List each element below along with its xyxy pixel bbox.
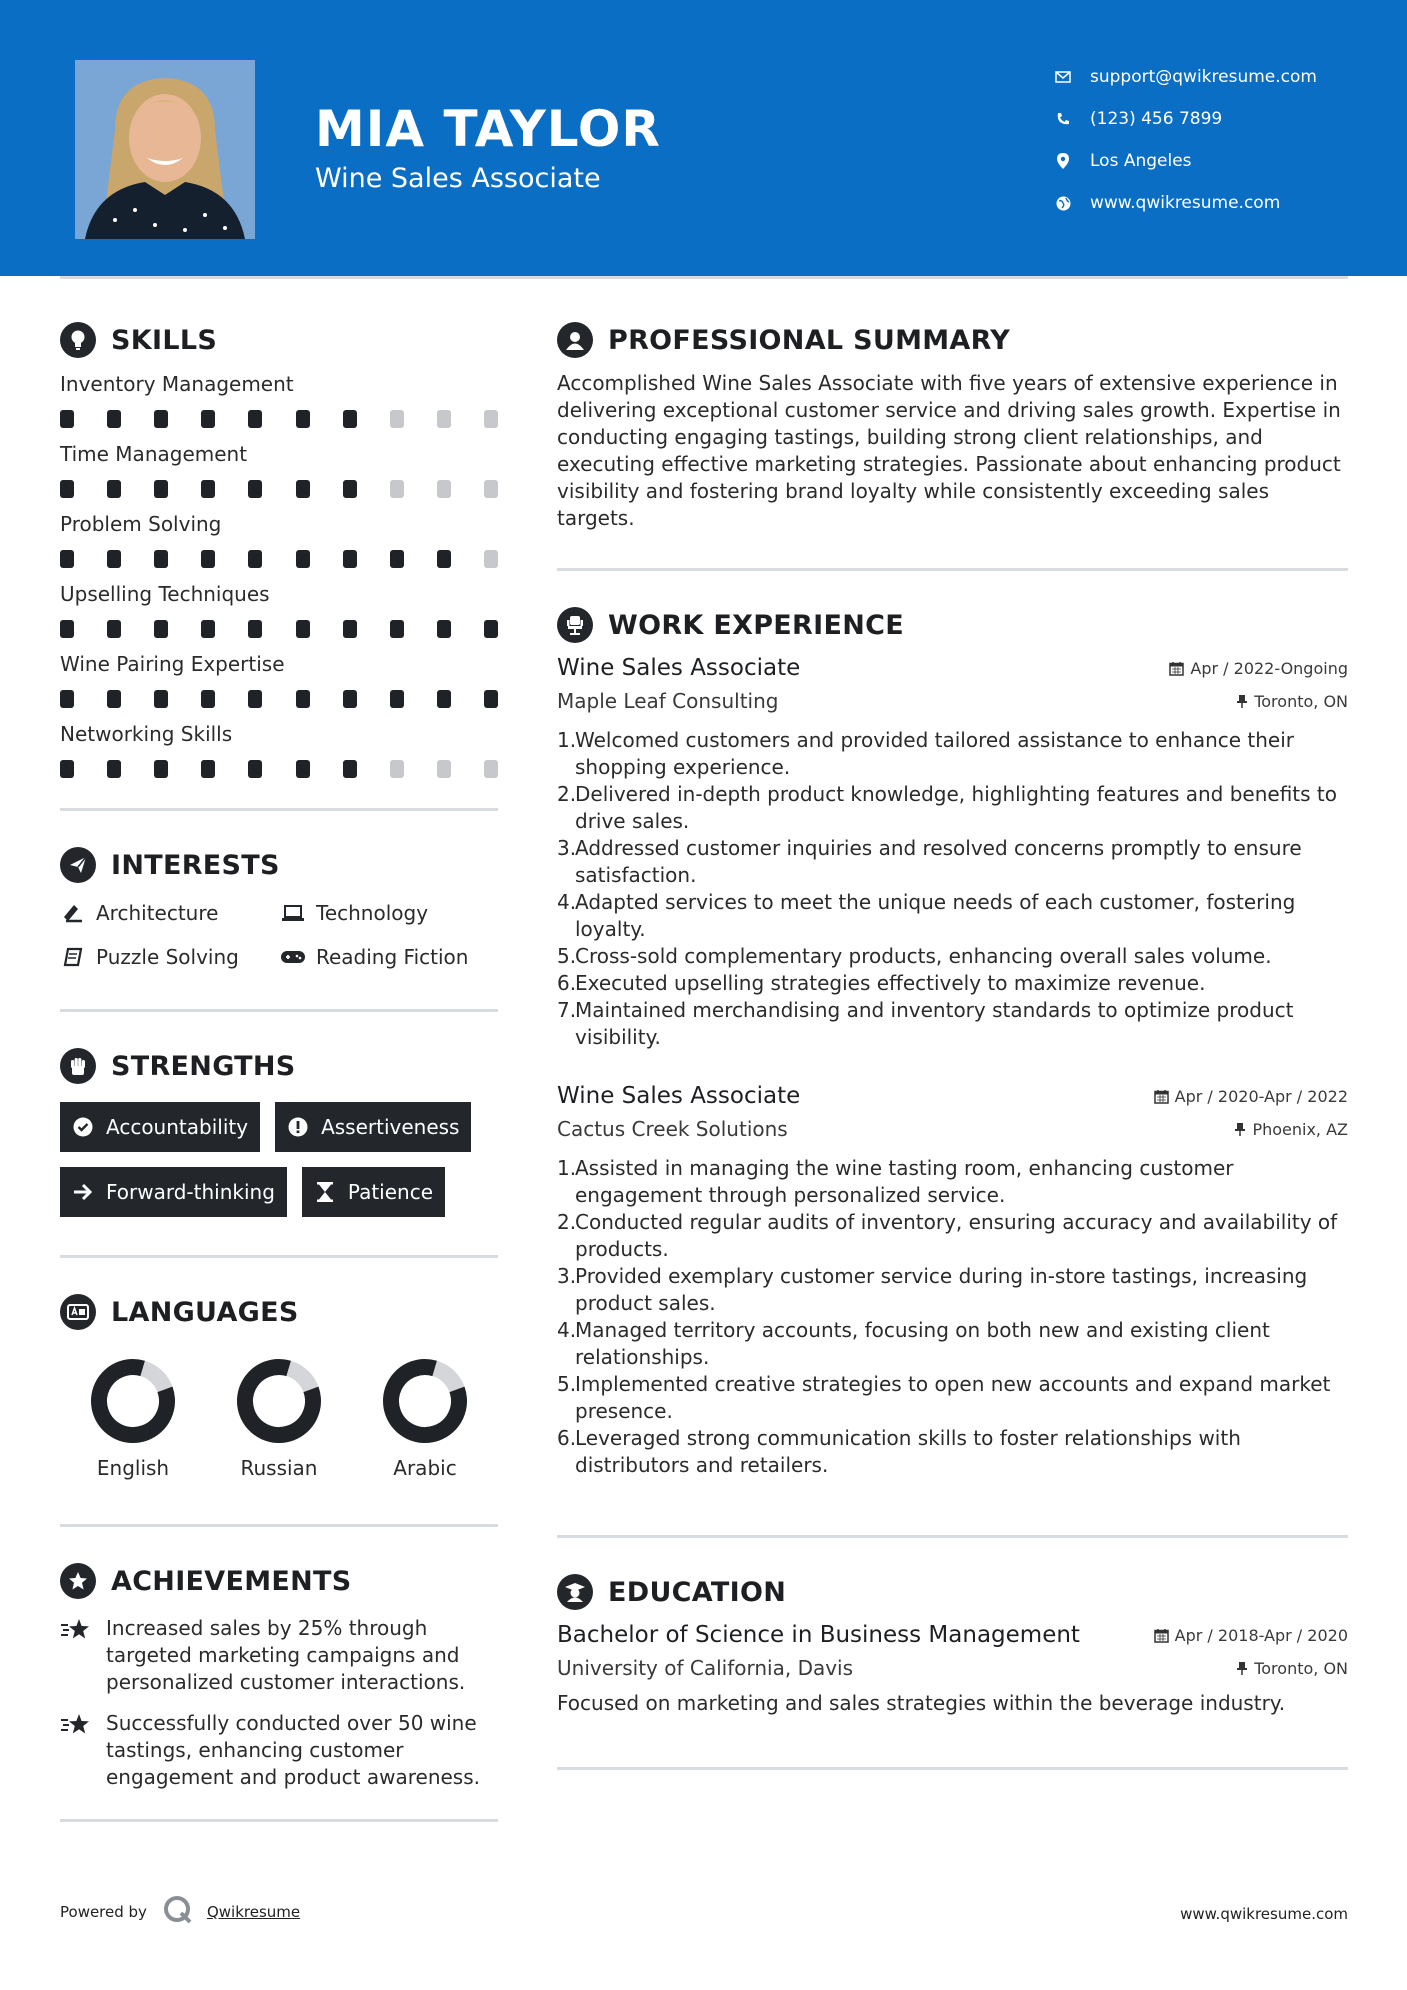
achievement-item <box>60 1710 498 1791</box>
powered-by-label: Powered by <box>60 1903 147 1921</box>
contact-website[interactable] <box>1054 182 1317 224</box>
skill-rating-dot <box>248 480 262 498</box>
raised-fist-icon <box>60 1048 96 1084</box>
contact-email-text: support@qwikresume.com <box>1090 67 1317 87</box>
job-company: Maple Leaf Consulting <box>557 689 779 713</box>
experience-title: WORK EXPERIENCE <box>608 609 904 641</box>
achievement-text: Successfully conducted over 50 wine tastings, enhancing customer engagement and product awareness. <box>106 1711 480 1789</box>
skill-rating-dot <box>248 760 262 778</box>
book-icon <box>60 947 86 967</box>
contact-list <box>1054 56 1317 224</box>
skill-rating-dot <box>390 760 404 778</box>
phone-icon <box>1054 110 1072 128</box>
skill-rating-dot <box>296 690 310 708</box>
interest-item <box>60 945 280 969</box>
skill-rating-dot <box>60 480 74 498</box>
education-dates-text: Apr / 2018-Apr / 2020 <box>1174 1625 1348 1645</box>
skill-rating-dot <box>201 690 215 708</box>
skill-rating <box>60 690 498 708</box>
globe-icon <box>1054 194 1072 212</box>
skill-rating-dot <box>343 620 357 638</box>
education-location-text: Toronto, ON <box>1254 1658 1348 1678</box>
job-bullet: 5. Implemented creative strategies to open new accounts and expand market presence. <box>557 1372 1331 1423</box>
header-divider <box>60 276 1348 279</box>
profile-photo <box>75 60 255 239</box>
interest-label: Reading Fiction <box>316 945 469 969</box>
skill-rating-dot <box>343 480 357 498</box>
contact-email[interactable] <box>1054 56 1317 98</box>
skills-list <box>60 372 498 778</box>
job-bullet: 2. Conducted regular audits of inventory, ensuring accuracy and availability of products. <box>557 1210 1338 1261</box>
strength-badge <box>60 1102 260 1152</box>
section-divider <box>60 1819 498 1822</box>
left-column <box>60 316 498 1822</box>
calendar-icon <box>1154 1089 1169 1104</box>
language-name: English <box>96 1456 170 1480</box>
section-divider <box>557 1535 1348 1538</box>
skill-rating-dot <box>484 760 498 778</box>
skill-rating <box>60 410 498 428</box>
pushpin-icon <box>1234 1122 1246 1137</box>
section-divider <box>557 1767 1348 1770</box>
skill-rating-dot <box>60 620 74 638</box>
gamepad-icon <box>280 949 306 965</box>
skill-rating-dot <box>154 760 168 778</box>
job-bullets <box>557 1155 1348 1479</box>
strength-label: Forward-thinking <box>106 1180 275 1204</box>
skill-rating-dot <box>107 480 121 498</box>
strength-label: Accountability <box>106 1115 249 1139</box>
skill-rating-dot <box>484 480 498 498</box>
job-bullet: 1. Assisted in managing the wine tasting room, enhancing customer engagement through personalized service. <box>557 1156 1234 1207</box>
job-bullets <box>557 727 1348 1051</box>
arrow-right-icon <box>72 1181 94 1203</box>
skill-rating-dot <box>296 550 310 568</box>
strength-badge <box>60 1167 287 1217</box>
section-divider <box>557 568 1348 571</box>
school-name: University of California, Davis <box>557 1656 854 1680</box>
exclamation-circle-icon <box>287 1116 309 1138</box>
interest-item <box>280 901 498 925</box>
job-location <box>1234 1120 1348 1139</box>
skill-rating-dot <box>437 550 451 568</box>
section-divider <box>60 1009 498 1012</box>
skill-rating-dot <box>60 760 74 778</box>
skill-rating-dot <box>107 690 121 708</box>
strength-label: Assertiveness <box>321 1115 460 1139</box>
skill-rating <box>60 760 498 778</box>
envelope-icon <box>1054 68 1072 86</box>
education-title: EDUCATION <box>608 1576 787 1608</box>
skill-rating-dot <box>484 410 498 428</box>
strength-badge <box>275 1102 471 1152</box>
skill-rating-dot <box>201 760 215 778</box>
skill-name: Upselling Techniques <box>60 582 270 606</box>
skill-rating-dot <box>437 480 451 498</box>
strength-label: Patience <box>347 1180 434 1204</box>
languages-list <box>60 1358 498 1480</box>
interest-label: Technology <box>316 901 429 925</box>
skills-heading <box>60 316 498 364</box>
job-location-text: Toronto, ON <box>1254 691 1348 711</box>
skill-name: Time Management <box>60 442 248 466</box>
education-entry <box>557 1622 1348 1717</box>
skill-rating-dot <box>390 690 404 708</box>
strengths-list <box>60 1102 498 1217</box>
education-location <box>1236 1659 1348 1678</box>
languages-heading <box>60 1288 498 1336</box>
skill-rating-dot <box>343 550 357 568</box>
office-chair-icon <box>557 607 593 643</box>
language-level-ring <box>236 1358 322 1444</box>
interests-list <box>60 901 498 969</box>
skill-rating <box>60 550 498 568</box>
skill-rating-dot <box>390 620 404 638</box>
skill-rating-dot <box>248 550 262 568</box>
job-title: Wine Sales Associate <box>557 655 801 681</box>
language-item <box>352 1358 498 1480</box>
section-divider <box>60 808 498 811</box>
job-title: Wine Sales Associate <box>557 1083 801 1109</box>
skill-rating-dot <box>154 690 168 708</box>
job-location-text: Phoenix, AZ <box>1252 1119 1348 1139</box>
interest-label: Puzzle Solving <box>96 945 239 969</box>
candidate-name: MIA TAYLOR <box>315 100 661 158</box>
skill-rating-dot <box>437 760 451 778</box>
summary-title: PROFESSIONAL SUMMARY <box>608 324 1011 356</box>
job-bullet: 6. Executed upselling strategies effectively to maximize revenue. <box>557 971 1206 995</box>
skill-name: Inventory Management <box>60 372 294 396</box>
job-bullet: 6. Leveraged strong communication skills to foster relationships with distributors and retailers. <box>557 1426 1241 1477</box>
language-ring-fill <box>382 1358 468 1444</box>
paper-plane-icon <box>60 847 96 883</box>
interests-title: INTERESTS <box>111 849 280 881</box>
job-bullet: 4. Managed territory accounts, focusing on both new and existing client relationships. <box>557 1318 1270 1369</box>
star-icon <box>60 1615 92 1696</box>
job-company: Cactus Creek Solutions <box>557 1117 788 1141</box>
skill-rating-dot <box>201 620 215 638</box>
pushpin-icon <box>1236 1661 1248 1676</box>
job-dates <box>1154 1087 1348 1106</box>
qwikresume-link[interactable]: Qwikresume <box>206 1903 301 1921</box>
skill-rating-dot <box>343 690 357 708</box>
skill-rating-dot <box>201 410 215 428</box>
achievements-title: ACHIEVEMENTS <box>111 1565 352 1597</box>
education-description: Focused on marketing and sales strategies within the beverage industry. <box>557 1691 1286 1715</box>
interest-item <box>60 901 280 925</box>
language-ring-fill <box>90 1358 176 1444</box>
strengths-title: STRENGTHS <box>111 1050 296 1082</box>
laptop-icon <box>280 904 306 922</box>
skill-rating-dot <box>437 410 451 428</box>
skill-rating-dot <box>154 620 168 638</box>
language-level-ring <box>382 1358 468 1444</box>
skill-rating-dot <box>437 690 451 708</box>
contact-website-text: www.qwikresume.com <box>1090 193 1281 213</box>
skill-rating-dot <box>107 550 121 568</box>
job-bullet: 3. Provided exemplary customer service during in-store tastings, increasing product sales. <box>557 1264 1308 1315</box>
language-card-icon <box>60 1294 96 1330</box>
calendar-icon <box>1154 1628 1169 1643</box>
skill-rating-dot <box>201 550 215 568</box>
achievements-heading <box>60 1557 498 1605</box>
skill-rating-dot <box>343 760 357 778</box>
job-dates-text: Apr / 2020-Apr / 2022 <box>1174 1086 1348 1106</box>
hourglass-icon <box>314 1181 336 1203</box>
skill-name: Problem Solving <box>60 512 222 536</box>
job-bullet: 1. Welcomed customers and provided tailored assistance to enhance their shopping experience. <box>557 728 1295 779</box>
footer-website[interactable]: www.qwikresume.com <box>1180 1905 1348 1923</box>
job-entry <box>557 655 1348 1051</box>
contact-location-text: Los Angeles <box>1090 151 1192 171</box>
contact-phone-text: (123) 456 7899 <box>1090 109 1223 129</box>
skill-rating-dot <box>107 410 121 428</box>
qwikresume-logo-icon <box>163 1895 195 1929</box>
user-circle-icon <box>557 322 593 358</box>
skill-rating-dot <box>248 620 262 638</box>
language-item <box>60 1358 206 1480</box>
candidate-role: Wine Sales Associate <box>315 163 601 194</box>
calendar-icon <box>1169 661 1184 676</box>
summary-heading <box>557 316 1348 364</box>
skill-name: Networking Skills <box>60 722 233 746</box>
skill-rating-dot <box>60 690 74 708</box>
language-ring-fill <box>236 1358 322 1444</box>
contact-phone[interactable] <box>1054 98 1317 140</box>
job-entry <box>557 1083 1348 1479</box>
footer-powered-by <box>60 1895 300 1929</box>
skill-rating-dot <box>60 410 74 428</box>
skill-rating-dot <box>201 480 215 498</box>
skill-rating-dot <box>154 550 168 568</box>
achievement-item <box>60 1615 498 1696</box>
skill-rating-dot <box>248 410 262 428</box>
skill-rating <box>60 620 498 638</box>
skills-title: SKILLS <box>111 324 218 356</box>
strengths-heading <box>60 1042 498 1090</box>
job-bullet: 3. Addressed customer inquiries and resolved concerns promptly to ensure satisfaction. <box>557 836 1302 887</box>
skill-rating-dot <box>296 480 310 498</box>
strength-badge <box>302 1167 445 1217</box>
skill-rating-dot <box>484 690 498 708</box>
skill-rating-dot <box>437 620 451 638</box>
achievement-text: Increased sales by 25% through targeted marketing campaigns and personalized customer interactions. <box>106 1616 466 1694</box>
degree-title: Bachelor of Science in Business Management <box>557 1622 1080 1648</box>
lightbulb-icon <box>60 322 96 358</box>
interest-item <box>280 945 498 969</box>
skill-rating-dot <box>343 410 357 428</box>
skill-rating-dot <box>107 760 121 778</box>
experience-heading <box>557 601 1348 649</box>
languages-title: LANGUAGES <box>111 1296 299 1328</box>
skill-rating-dot <box>296 410 310 428</box>
language-name: Russian <box>240 1456 318 1480</box>
skill-rating-dot <box>484 620 498 638</box>
skill-rating-dot <box>390 480 404 498</box>
skill-rating-dot <box>60 550 74 568</box>
skill-rating-dot <box>154 480 168 498</box>
job-bullet: 2. Delivered in-depth product knowledge, highlighting features and benefits to drive sales. <box>557 782 1337 833</box>
pushpin-icon <box>1236 694 1248 709</box>
job-dates <box>1169 659 1348 678</box>
star-icon <box>60 1710 92 1791</box>
skill-rating-dot <box>248 690 262 708</box>
skill-rating-dot <box>154 410 168 428</box>
skill-rating-dot <box>484 550 498 568</box>
language-level-ring <box>90 1358 176 1444</box>
job-bullet: 4. Adapted services to meet the unique needs of each customer, fostering loyalty. <box>557 890 1296 941</box>
skill-rating-dot <box>296 620 310 638</box>
language-item <box>206 1358 352 1480</box>
education-dates <box>1154 1626 1348 1645</box>
section-divider <box>60 1524 498 1527</box>
skill-name: Wine Pairing Expertise <box>60 652 285 676</box>
contact-location <box>1054 140 1317 182</box>
job-bullet: 7. Maintained merchandising and inventory standards to optimize product visibility. <box>557 998 1294 1049</box>
star-badge-icon <box>60 1563 96 1599</box>
summary-text: Accomplished Wine Sales Associate with five years of extensive experience in delivering exceptional customer service and driving sales growth. Expertise in conducting engaging tastings, building strong client relationships, and executing effective marketing strategies. Passionate about enhancing product visibility and fostering brand loyalty while consistently exceeding sales targets. <box>557 371 1341 530</box>
drafting-tools-icon <box>60 903 86 923</box>
skill-rating-dot <box>390 410 404 428</box>
skill-rating-dot <box>390 550 404 568</box>
job-dates-text: Apr / 2022-Ongoing <box>1190 658 1348 678</box>
skill-rating-dot <box>107 620 121 638</box>
job-bullet: 5. Cross-sold complementary products, enhancing overall sales volume. <box>557 944 1272 968</box>
location-pin-icon <box>1054 152 1072 170</box>
job-location <box>1236 692 1348 711</box>
interest-label: Architecture <box>96 901 219 925</box>
interests-heading <box>60 841 498 889</box>
language-name: Arabic <box>393 1456 457 1480</box>
skill-rating-dot <box>296 760 310 778</box>
section-divider <box>60 1255 498 1258</box>
right-column <box>557 316 1348 1770</box>
education-heading <box>557 1568 1348 1616</box>
resume-header <box>0 0 1407 276</box>
skill-rating <box>60 480 498 498</box>
check-circle-icon <box>72 1116 94 1138</box>
graduate-icon <box>557 1574 593 1610</box>
